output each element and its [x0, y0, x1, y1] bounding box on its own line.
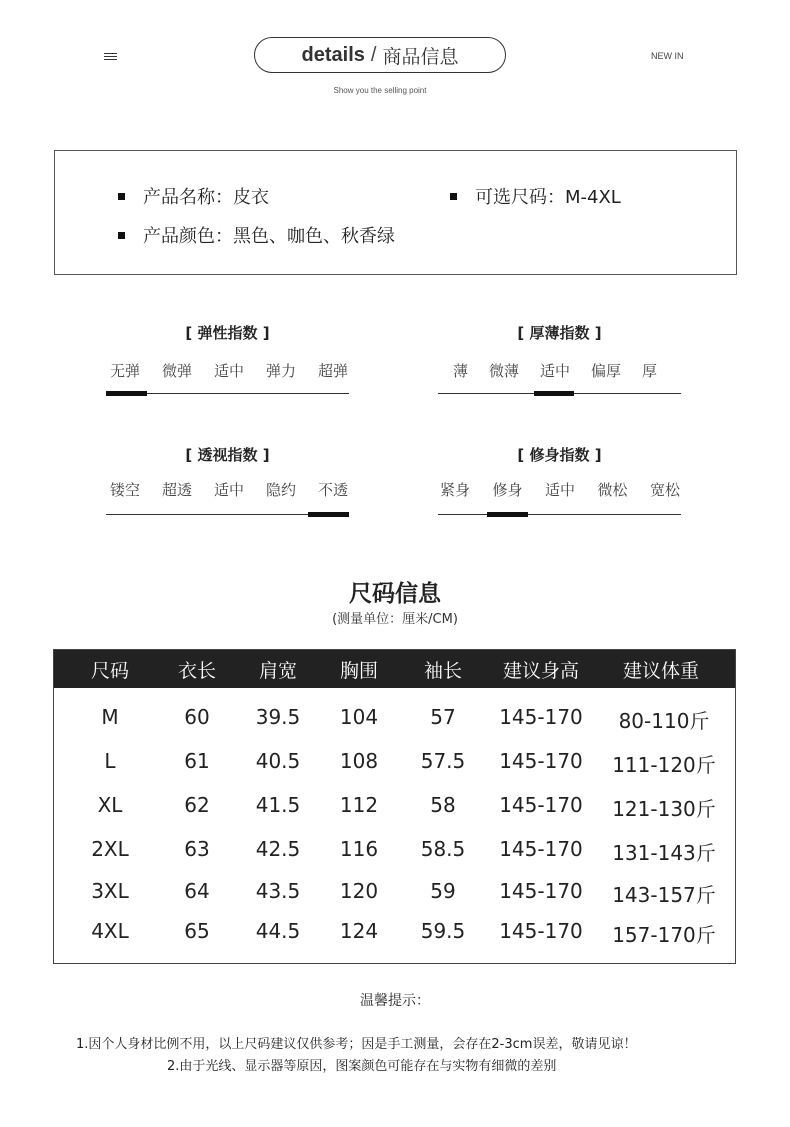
header-title-cn: 商品信息	[382, 45, 459, 68]
size-info-unit: (测量单位：厘米/CM)	[332, 612, 458, 627]
table-cell: 65	[184, 919, 210, 943]
elasticity-option: 微弹	[161, 362, 192, 380]
bullet-icon	[450, 193, 457, 200]
product-info-box	[54, 150, 737, 275]
thickness-options	[453, 360, 657, 381]
table-cell: M	[101, 705, 119, 729]
table-cell: 43.5	[255, 879, 301, 903]
table-cell: 62	[184, 793, 210, 817]
table-cell: 111-120斤	[612, 753, 716, 777]
table-cell: 64	[184, 879, 210, 903]
product-sizes-item	[450, 183, 621, 209]
table-header-cell: 肩宽	[258, 660, 297, 682]
fit-index-title: [ 修身指数 ]	[517, 446, 602, 464]
table-cell: 112	[339, 793, 379, 817]
table-header-cell: 袖长	[423, 660, 462, 682]
product-name-item	[118, 183, 269, 209]
table-cell: 39.5	[255, 705, 301, 729]
table-cell: 59.5	[420, 919, 466, 943]
table-cell: 131-143斤	[612, 841, 716, 865]
thickness-index-title: [ 厚薄指数 ]	[517, 324, 602, 342]
fit-selected-marker	[487, 512, 528, 517]
table-cell: 58.5	[420, 837, 466, 861]
elasticity-option: 适中	[213, 362, 244, 380]
table-cell: 4XL	[91, 919, 129, 943]
table-cell: 57.5	[420, 749, 466, 773]
fit-scale-line	[438, 514, 681, 515]
table-cell: 145-170	[499, 749, 583, 773]
elasticity-option: 超弹	[317, 362, 348, 380]
table-header-cell: 建议体重	[622, 660, 699, 682]
thickness-option: 适中	[539, 362, 570, 380]
elasticity-option: 弹力	[265, 362, 296, 380]
transparency-option: 超透	[161, 481, 192, 499]
transparency-index-title: [ 透视指数 ]	[185, 446, 270, 464]
fit-option: 修身	[492, 481, 523, 499]
fit-option: 适中	[544, 481, 575, 499]
product-sizes: 可选尺码：M-4XL	[475, 187, 621, 208]
table-cell: 59	[430, 879, 456, 903]
table-header-cell: 尺码	[90, 660, 129, 682]
table-cell: XL	[97, 793, 123, 817]
header-title-separator: /	[370, 43, 377, 66]
size-info-title: 尺码信息	[349, 581, 441, 607]
table-cell: 120	[339, 879, 379, 903]
table-cell: 157-170斤	[612, 923, 716, 947]
table-cell: 104	[339, 705, 379, 729]
table-cell: 121-130斤	[612, 797, 716, 821]
thickness-option: 薄	[453, 362, 469, 380]
table-cell: 60	[184, 705, 210, 729]
product-colors: 产品颜色：黑色、咖色、秋香绿	[143, 226, 395, 247]
elasticity-option: 无弹	[110, 362, 141, 380]
table-cell: 44.5	[255, 919, 301, 943]
transparency-options	[110, 479, 348, 500]
table-cell: 108	[339, 749, 379, 773]
table-cell: 145-170	[499, 705, 583, 729]
table-header-cell: 胸围	[339, 660, 378, 682]
table-cell: 2XL	[91, 837, 129, 861]
elasticity-selected-marker	[106, 391, 147, 396]
product-name: 产品名称：皮衣	[143, 187, 269, 208]
table-cell: 143-157斤	[612, 883, 716, 907]
table-cell: 145-170	[499, 919, 583, 943]
details-header-pill	[254, 37, 506, 73]
tips-title: 温馨提示：	[360, 993, 430, 1009]
transparency-option: 适中	[213, 481, 244, 499]
table-header-cell: 建议身高	[502, 660, 579, 682]
thickness-option: 厚	[641, 362, 657, 380]
table-cell: 61	[184, 749, 210, 773]
tip-note-1: 1.因个人身材比例不用，以上尺码建议仅供参考；因是手工测量，会存在2-3cm误差，敬请见谅！	[76, 1037, 637, 1052]
table-cell: 41.5	[255, 793, 301, 817]
elasticity-index-title: [ 弹性指数 ]	[185, 324, 270, 342]
table-header-cell: 衣长	[177, 660, 216, 682]
header-subtitle: Show you the selling point	[333, 86, 427, 95]
transparency-option: 隐约	[265, 481, 296, 499]
fit-option: 微松	[597, 481, 628, 499]
header-title-en: details	[301, 43, 365, 66]
fit-option: 紧身	[440, 481, 471, 499]
table-cell: L	[104, 749, 116, 773]
table-cell: 42.5	[255, 837, 301, 861]
transparency-option: 不透	[317, 481, 348, 499]
tip-note-2: 2.由于光线、显示器等原因，图案颜色可能存在与实物有细微的差别	[167, 1059, 557, 1074]
table-cell: 116	[339, 837, 379, 861]
table-cell: 58	[430, 793, 456, 817]
thickness-selected-marker	[534, 391, 574, 396]
bullet-icon	[118, 193, 125, 200]
fit-option: 宽松	[649, 481, 680, 499]
table-cell: 40.5	[255, 749, 301, 773]
table-cell: 145-170	[499, 837, 583, 861]
table-cell: 63	[184, 837, 210, 861]
transparency-option: 镂空	[110, 481, 141, 499]
product-colors-item	[118, 222, 395, 248]
table-cell: 145-170	[499, 879, 583, 903]
table-cell: 57	[430, 705, 456, 729]
transparency-selected-marker	[308, 512, 349, 517]
thickness-option: 微薄	[488, 362, 519, 380]
new-in-label: NEW IN	[651, 51, 684, 61]
table-cell: 80-110斤	[618, 709, 710, 733]
table-cell: 124	[339, 919, 379, 943]
fit-options	[440, 479, 680, 500]
table-cell: 145-170	[499, 793, 583, 817]
elasticity-options	[110, 360, 348, 381]
table-cell: 3XL	[91, 879, 129, 903]
menu-icon	[104, 53, 117, 60]
bullet-icon	[118, 232, 125, 239]
thickness-option: 偏厚	[590, 362, 621, 380]
